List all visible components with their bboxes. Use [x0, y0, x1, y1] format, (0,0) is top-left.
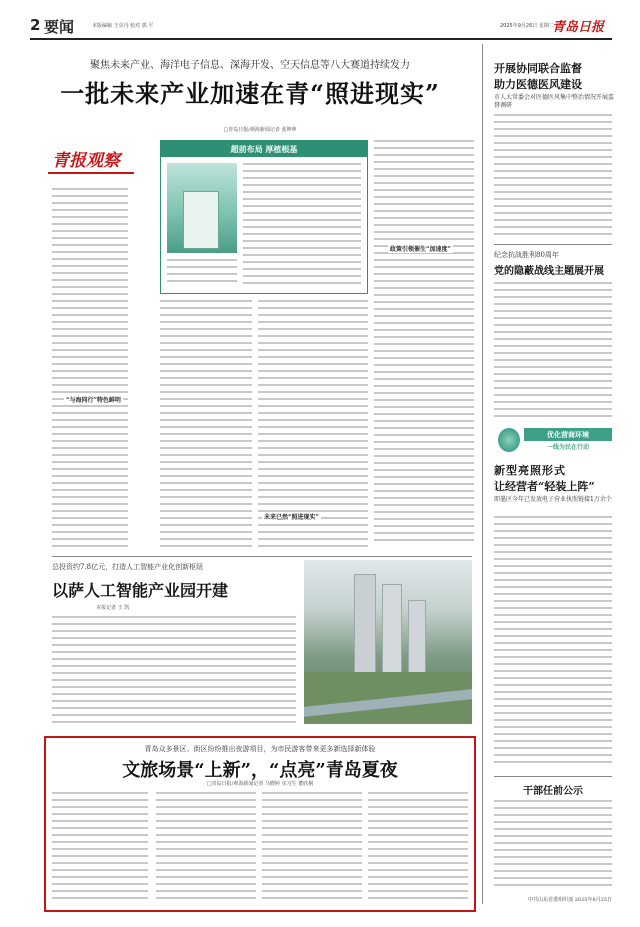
right-story3-title-line1: 新型亮照形式 — [494, 464, 566, 477]
feature-body-col2 — [156, 792, 256, 906]
business-env-sub: 一线为民在行动 — [546, 444, 589, 451]
sidebar-box-text-a — [243, 163, 361, 289]
right-story1-title-line2: 助力医德医风建设 — [494, 78, 582, 91]
feature-body-col1 — [52, 792, 148, 906]
lead-subhead-3: 政策引领催生“加速度” — [390, 246, 451, 253]
photo-story-image — [304, 560, 472, 724]
lead-byline: □青岛日报/观海新闻记者 张坤坤 — [223, 127, 297, 133]
feature-title: 文旅场景“上新”，“点亮”青岛夏夜 — [122, 760, 398, 781]
notice-title: 干部任前公示 — [523, 786, 583, 797]
photo-story-body — [52, 616, 296, 728]
sidebar-box-text-b — [167, 259, 237, 289]
business-env-banner — [494, 428, 612, 454]
right-divider-1 — [494, 244, 612, 245]
photo-tower-1 — [354, 574, 376, 684]
right-story3-body — [494, 516, 612, 772]
notice-footer: 中共山东省委组织部 2025年8月25日 — [528, 897, 612, 903]
page-header — [30, 16, 612, 36]
right-story1-body — [494, 114, 612, 240]
right-divider-2 — [494, 776, 612, 777]
paper-logo: 青岛日报 — [551, 20, 604, 35]
right-story1-subtitle: 市人大常委会对医德医风集中整治情况开展监督调研 — [494, 94, 615, 109]
photo-tower-2 — [382, 584, 402, 684]
right-story2-subtitle: 纪念抗战胜利80周年 — [494, 251, 559, 259]
column-logo-text: 青报观察 — [52, 151, 120, 171]
lead-body-col1 — [52, 188, 128, 553]
header-rule — [30, 38, 612, 40]
photo-story-title: 以萨人工智能产业园开建 — [52, 581, 229, 600]
column-logo — [48, 142, 138, 182]
photo-story-top-rule — [52, 556, 472, 557]
sidebar-box-image — [167, 163, 237, 253]
right-story3-subtitle: 即墨区今年已发放电子营业执照链接1万余个 — [494, 496, 612, 503]
right-story2-title: 党的隐蔽战线主题展开展 — [494, 266, 604, 277]
lead-body-col4 — [374, 140, 474, 552]
section-name: 要闻 — [44, 18, 75, 36]
sidebar-box — [160, 140, 368, 294]
right-story2-body — [494, 282, 612, 422]
column-logo-underline — [48, 172, 134, 174]
right-story3-title-line2: 让经营者“轻装上阵” — [494, 480, 595, 493]
sidebar-box-title: 超前布局 厚植根基 — [161, 141, 367, 157]
lead-title: 一批未来产业加速在青“照进现实” — [60, 79, 440, 108]
feature-body-col3 — [262, 792, 362, 906]
business-env-label: 优化营商环境 — [524, 428, 612, 441]
lead-subhead-2: 未来已然“照进现实” — [264, 514, 319, 521]
page-number: 2 — [30, 16, 41, 34]
right-column-divider — [482, 44, 483, 904]
feature-kicker: 青岛众多景区、街区纷纷推出夜游项目，为市民游客带来更多新选择新体验 — [144, 745, 376, 753]
right-story1-title-line1: 开展协同联合监督 — [494, 62, 582, 75]
issue-date: 2025年9月26日 星期二 — [500, 23, 554, 29]
sidebar-building-shape — [183, 191, 219, 249]
staff-line: 本版编辑 王克丹 校对 郭 平 — [92, 23, 154, 29]
photo-story-kicker: 总投资约7.8亿元，打造人工智能产业化创新枢纽 — [52, 563, 204, 571]
lead-body-col2 — [160, 300, 252, 552]
business-env-emblem — [498, 428, 520, 452]
feature-byline: □青岛日报/观海新闻记者 马晓婷 实习生 董欣桐 — [206, 781, 314, 787]
feature-body-col4 — [368, 792, 468, 906]
lead-subhead-1: “与海同行”特色鲜明 — [66, 397, 121, 404]
photo-story-byline: 本报记者 王 凯 — [96, 605, 130, 611]
notice-body — [494, 800, 612, 892]
lead-kicker: 聚焦未来产业、海洋电子信息、深海开发、空天信息等八大赛道持续发力 — [90, 60, 410, 71]
